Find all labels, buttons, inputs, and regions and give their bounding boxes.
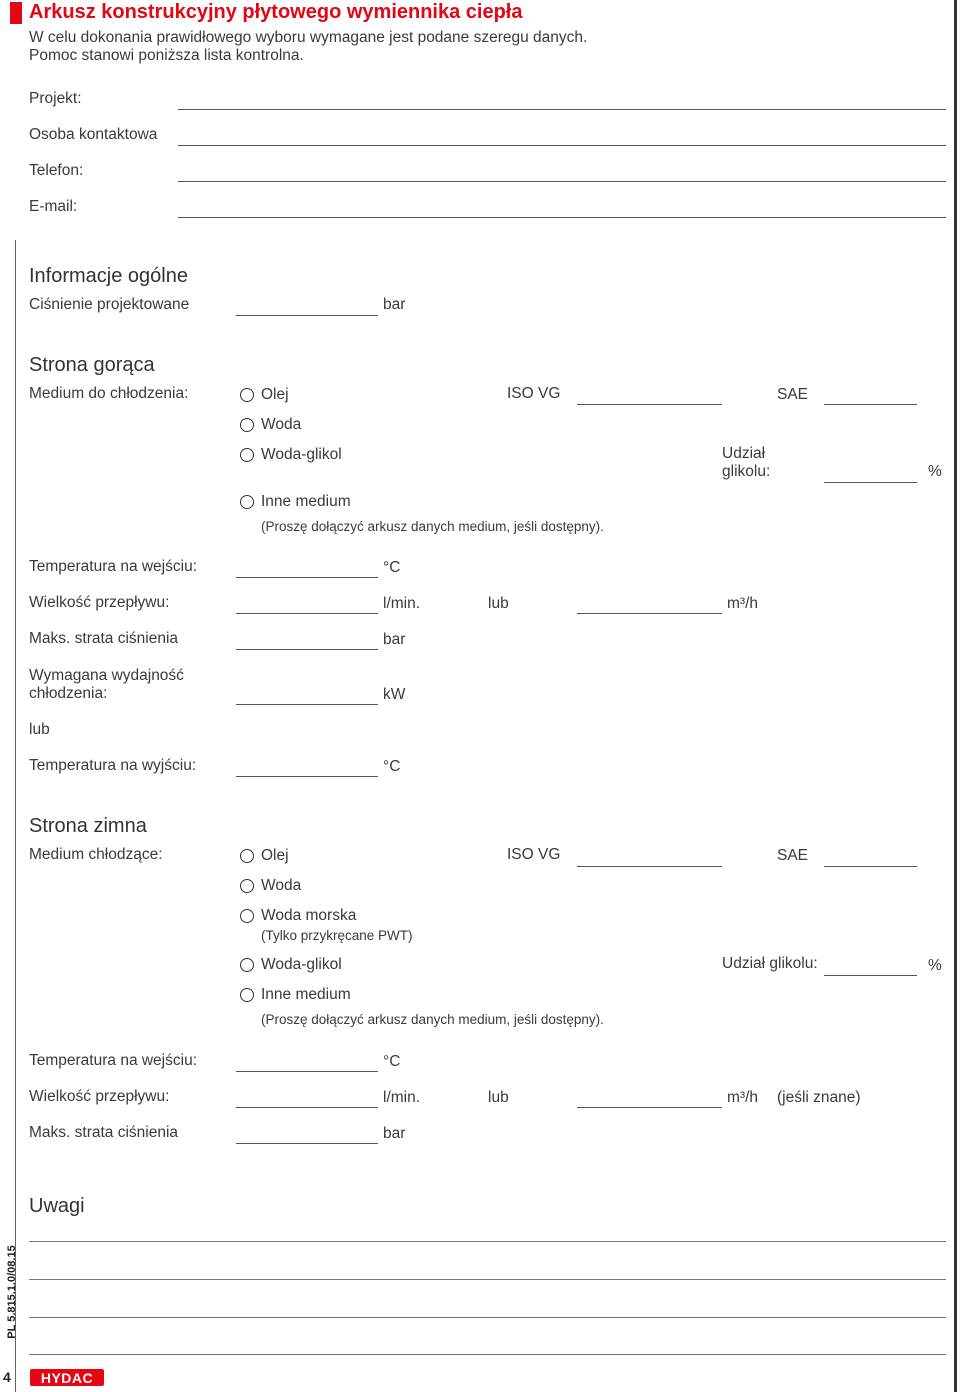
cold-other-label: Inne medium [261, 986, 351, 1003]
cold-flow-m3h-field[interactable] [577, 1107, 722, 1108]
cold-oil-label: Olej [261, 847, 289, 864]
cold-sea-water-label: Woda morska [261, 907, 357, 924]
hot-pressure-drop-unit: bar [383, 631, 406, 648]
cold-oil-radio[interactable] [240, 849, 254, 863]
hot-temp-in-unit: °C [383, 559, 401, 576]
hot-power-field[interactable] [236, 704, 378, 705]
cold-water-glycol-label: Woda-glikol [261, 956, 342, 973]
hot-temp-out-field[interactable] [236, 776, 378, 777]
cold-iso-vg-field[interactable] [577, 866, 722, 867]
contact-person-label: Osoba kontaktowa [29, 126, 158, 143]
hot-flow-unit-m3h: m³/h [727, 595, 758, 612]
hot-other-note: (Proszę dołączyć arkusz danych medium, jeśli dostępny). [261, 519, 604, 534]
cold-temp-in-label: Temperatura na wejściu: [29, 1052, 197, 1069]
cold-flow-or: lub [488, 1089, 509, 1106]
hot-pressure-drop-field[interactable] [236, 649, 378, 650]
cold-water-label: Woda [261, 877, 302, 894]
cold-temp-in-unit: °C [383, 1053, 401, 1070]
project-label: Projekt: [29, 90, 82, 107]
cold-flow-note: (jeśli znane) [777, 1089, 861, 1106]
hot-other-radio[interactable] [240, 495, 254, 509]
cold-flow-unit-m3h: m³/h [727, 1089, 758, 1106]
email-label: E-mail: [29, 198, 78, 215]
intro-line-2: Pomoc stanowi poniższa lista kontrolna. [29, 47, 304, 64]
hydac-logo [30, 1369, 104, 1386]
hot-glycol-percent: % [928, 463, 942, 480]
cold-sea-water-note: (Tylko przykręcane PWT) [261, 928, 413, 943]
cold-side-heading: Strona zimna [29, 815, 147, 837]
hot-oil-radio[interactable] [240, 388, 254, 402]
cold-other-note: (Proszę dołączyć arkusz danych medium, jeśli dostępny). [261, 1012, 604, 1027]
cold-medium-label: Medium chłodzące: [29, 846, 163, 863]
hot-or-label: lub [29, 721, 50, 738]
cold-pressure-drop-unit: bar [383, 1125, 406, 1142]
cold-glycol-percent: % [928, 957, 942, 974]
hot-flow-label: Wielkość przepływu: [29, 594, 170, 611]
remarks-line-2[interactable] [29, 1279, 946, 1280]
hot-power-unit: kW [383, 686, 406, 703]
cold-water-radio[interactable] [240, 879, 254, 893]
hot-flow-or: lub [488, 595, 509, 612]
cold-iso-vg-label: ISO VG [507, 846, 561, 863]
cold-other-radio[interactable] [240, 988, 254, 1002]
hot-flow-m3h-field[interactable] [577, 613, 722, 614]
hot-medium-label: Medium do chłodzenia: [29, 385, 189, 402]
hot-sae-label: SAE [777, 386, 809, 403]
design-pressure-unit: bar [383, 296, 406, 313]
hot-sae-field[interactable] [824, 404, 917, 405]
hot-flow-unit-lmin: l/min. [383, 595, 421, 612]
cold-sea-water-radio[interactable] [240, 909, 254, 923]
cold-pressure-drop-field[interactable] [236, 1143, 378, 1144]
hot-temp-in-field[interactable] [236, 577, 378, 578]
cold-sae-label: SAE [777, 847, 809, 864]
project-field[interactable] [178, 109, 946, 110]
intro-line-1: W celu dokonania prawidłowego wyboru wymagane jest podane szeregu danych. [29, 29, 588, 46]
doc-code: PL 5.815.1.0/08.15 [6, 1245, 18, 1339]
general-heading: Informacje ogólne [29, 265, 188, 287]
cold-glycol-share-label: Udział glikolu: [722, 955, 818, 972]
hot-temp-in-label: Temperatura na wejściu: [29, 558, 197, 575]
hydac-logo-text: HYDAC [40, 1369, 94, 1386]
hot-water-radio[interactable] [240, 418, 254, 432]
cold-flow-lmin-field[interactable] [236, 1107, 378, 1108]
hot-temp-out-unit: °C [383, 758, 401, 775]
page-title: Arkusz konstrukcyjny płytowego wymiennika ciepła [29, 1, 523, 23]
hot-flow-lmin-field[interactable] [236, 613, 378, 614]
title-accent-bar [10, 2, 22, 24]
hot-power-label-1: Wymagana wydajność [29, 667, 184, 684]
remarks-line-3[interactable] [29, 1317, 946, 1318]
hot-pressure-drop-label: Maks. strata ciśnienia [29, 630, 179, 647]
right-edge-bar [954, 0, 957, 1392]
hot-power-label-2: chłodzenia: [29, 685, 108, 702]
phone-label: Telefon: [29, 162, 84, 179]
hot-water-glycol-label: Woda-glikol [261, 446, 342, 463]
design-pressure-field[interactable] [236, 315, 378, 316]
cold-water-glycol-radio[interactable] [240, 958, 254, 972]
cold-flow-label: Wielkość przepływu: [29, 1088, 170, 1105]
cold-sae-field[interactable] [824, 866, 917, 867]
remarks-line-1[interactable] [29, 1241, 946, 1242]
phone-field[interactable] [178, 181, 946, 182]
remarks-line-4[interactable] [29, 1354, 946, 1355]
page-number: 4 [3, 1369, 11, 1385]
cold-glycol-share-field[interactable] [824, 975, 917, 976]
hot-glycol-share-label-1: Udział [722, 445, 766, 462]
design-pressure-label: Ciśnienie projektowane [29, 296, 190, 313]
hot-glycol-share-label-2: glikolu: [722, 463, 771, 480]
contact-person-field[interactable] [178, 145, 946, 146]
hot-temp-out-label: Temperatura na wyjściu: [29, 757, 197, 774]
cold-flow-unit-lmin: l/min. [383, 1089, 421, 1106]
left-margin-rule [15, 240, 16, 1392]
hot-water-glycol-radio[interactable] [240, 448, 254, 462]
hot-oil-label: Olej [261, 386, 289, 403]
cold-pressure-drop-label: Maks. strata ciśnienia [29, 1124, 179, 1141]
email-field[interactable] [178, 217, 946, 218]
hot-iso-vg-label: ISO VG [507, 385, 561, 402]
hot-other-label: Inne medium [261, 493, 351, 510]
hot-side-heading: Strona gorąca [29, 354, 155, 376]
hot-water-label: Woda [261, 416, 302, 433]
hot-glycol-share-field[interactable] [824, 482, 917, 483]
hot-iso-vg-field[interactable] [577, 404, 722, 405]
remarks-heading: Uwagi [29, 1195, 85, 1217]
cold-temp-in-field[interactable] [236, 1071, 378, 1072]
